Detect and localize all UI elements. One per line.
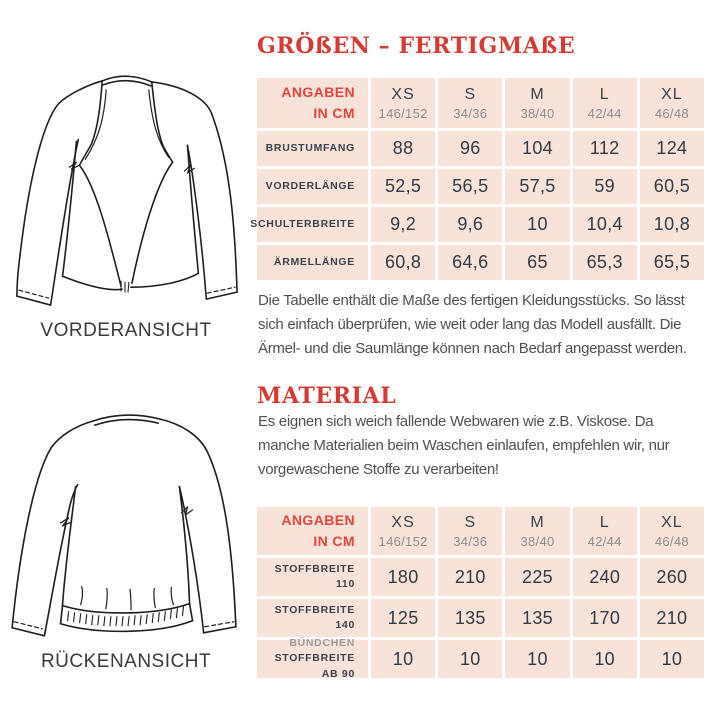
- table-corner-cell: [257, 78, 368, 128]
- corner-label-line1: ANGABEN: [281, 84, 355, 100]
- measurement-value: 59: [573, 169, 637, 204]
- fabric-value: 240: [573, 558, 637, 596]
- corner-label-line2: IN CM: [313, 105, 355, 121]
- measurement-value: 10: [505, 207, 569, 242]
- fabric-value: 210: [640, 599, 704, 637]
- size-column-header: XS 146/152: [371, 507, 435, 555]
- fabric-value: 10: [640, 640, 704, 678]
- fabric-value: 180: [371, 558, 435, 596]
- finished-measurements-table: [250, 78, 704, 280]
- back-view-illustration: [2, 404, 244, 656]
- measurement-value: 10,8: [640, 207, 704, 242]
- size-column-header: L 42/44: [573, 78, 637, 128]
- size-column-header: XL 46/48: [640, 78, 704, 128]
- row-label: STOFFBREITE 140: [257, 599, 368, 637]
- measurement-value: 104: [505, 131, 569, 166]
- fabric-value: 170: [573, 599, 637, 637]
- measurement-value: 65,3: [573, 245, 637, 280]
- fabric-value: 135: [438, 599, 502, 637]
- fabric-value: 10: [573, 640, 637, 678]
- measurement-value: 10,4: [573, 207, 637, 242]
- size-column-header: M 38/40: [505, 507, 569, 555]
- fabric-value: 10: [371, 640, 435, 678]
- table-corner-cell: [257, 507, 368, 555]
- fabric-value: 125: [371, 599, 435, 637]
- measurement-value: 88: [371, 131, 435, 166]
- front-view-illustration: [6, 68, 244, 316]
- size-column-header: XL 46/48: [640, 507, 704, 555]
- back-view-label: RÜCKENANSICHT: [40, 651, 212, 672]
- corner-label-line2: IN CM: [313, 533, 355, 549]
- row-label: VORDERLÄNGE: [257, 169, 368, 204]
- measurement-value: 9,6: [438, 207, 502, 242]
- size-column-header: S 34/36: [438, 78, 502, 128]
- measurement-value: 112: [573, 131, 637, 166]
- size-column-header: L 42/44: [573, 507, 637, 555]
- measurement-value: 57,5: [505, 169, 569, 204]
- fabric-value: 210: [438, 558, 502, 596]
- size-column-header: XS 146/152: [371, 78, 435, 128]
- measurement-value: 96: [438, 131, 502, 166]
- measurement-value: 60,8: [371, 245, 435, 280]
- fabric-requirement-table: [257, 507, 704, 678]
- measurement-value: 65: [505, 245, 569, 280]
- material-description: Es eignen sich weich fallende Webwaren wie z.B. Viskose. Da manche Materialien beim Waschen einlaufen, empfehlen wir, nur vorgewaschene Stoffe zu verarbeiten!: [258, 413, 670, 478]
- measurement-value: 64,6: [438, 245, 502, 280]
- fabric-value: 10: [438, 640, 502, 678]
- size-column-header: S 34/36: [438, 507, 502, 555]
- fabric-value: 260: [640, 558, 704, 596]
- fabric-value: 135: [505, 599, 569, 637]
- row-label: BÜNDCHEN STOFFBREITE AB 90: [257, 640, 368, 678]
- measurement-value: 56,5: [438, 169, 502, 204]
- measurement-value: 65,5: [640, 245, 704, 280]
- row-label: SCHULTERBREITE: [257, 207, 368, 242]
- measurement-value: 60,5: [640, 169, 704, 204]
- front-view-label: VORDERANSICHT: [40, 320, 212, 341]
- size-column-header: M 38/40: [505, 78, 569, 128]
- material-section-title: MATERIAL: [257, 383, 397, 409]
- row-label: BRUSTUMFANG: [257, 131, 368, 166]
- sizes-description: Die Tabelle enthält die Maße des fertigen Kleidungsstücks. So lässt sich einfach überprüfen, wie weit oder lang das Modell ausfällt. Die Ärmel- und die Saumlänge können nach Bedarf angepasst werden.: [258, 292, 687, 357]
- measurement-value: 124: [640, 131, 704, 166]
- row-label: STOFFBREITE 110: [257, 558, 368, 596]
- measurement-value: 52,5: [371, 169, 435, 204]
- corner-label-line1: ANGABEN: [281, 512, 355, 528]
- row-label: ÄRMELLÄNGE: [257, 245, 368, 280]
- sizes-section-title: GRÖßEN – FERTIGMAßE: [257, 33, 576, 59]
- measurement-value: 9,2: [371, 207, 435, 242]
- fabric-value: 10: [505, 640, 569, 678]
- fabric-value: 225: [505, 558, 569, 596]
